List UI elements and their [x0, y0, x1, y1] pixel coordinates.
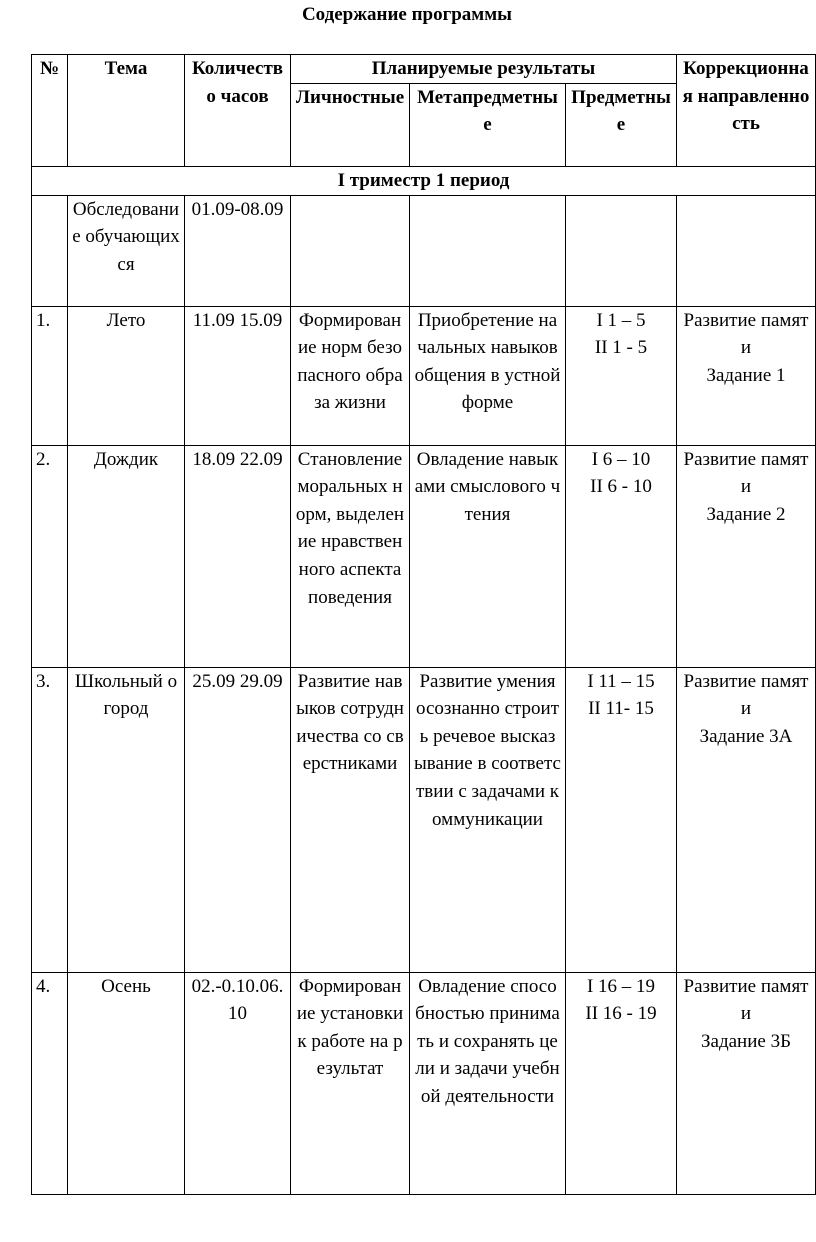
cell-subject [566, 667, 677, 972]
col-header-topic: Тема [68, 55, 185, 167]
cell-topic: Осень [68, 972, 185, 1194]
cell-num: 2. [32, 445, 68, 667]
trimester-label: I триместр 1 период [32, 166, 816, 195]
subject-line: I 11 – 15 [587, 670, 655, 692]
cell-num: 1. [32, 306, 68, 445]
subject-line: II 1 - 5 [594, 337, 648, 359]
table-row [32, 445, 816, 667]
cell-subject [566, 306, 677, 445]
cell-topic: Обследование обучающихся [68, 195, 185, 306]
col-header-correction: Коррекционная направленность [677, 55, 816, 167]
cell-hours: 02.-0.10.06.10 [185, 972, 291, 1194]
cell-subject [566, 972, 677, 1194]
cell-correction [677, 972, 816, 1194]
cell-personal: Развитие навыков сотрудничества со сверстниками [291, 667, 410, 972]
cell-hours: 01.09-08.09 [185, 195, 291, 306]
correction-line: Развитие памяти [683, 448, 809, 498]
cell-meta [410, 195, 566, 306]
subject-line: II 6 - 10 [590, 476, 652, 498]
table-row [32, 306, 816, 445]
table-row [32, 195, 816, 306]
cell-personal: Формирование норм безопасного образа жизни [291, 306, 410, 445]
cell-personal: Становление моральных норм, выделение нравственного аспекта поведения [291, 445, 410, 667]
col-header-subject: Предметные [566, 83, 677, 166]
header-row-1 [32, 55, 816, 84]
col-header-personal: Личностные [291, 83, 410, 166]
col-header-hours: Количество часов [185, 55, 291, 167]
correction-line: Развитие памяти [683, 670, 809, 720]
cell-hours: 25.09 29.09 [185, 667, 291, 972]
subject-line: II 16 - 19 [585, 1003, 657, 1025]
subject-line: II 11- 15 [588, 698, 654, 720]
subject-line: I 6 – 10 [591, 448, 651, 470]
cell-meta: Развитие умения осознанно строить речевое высказывание в соответствии с задачами коммуникации [410, 667, 566, 972]
page-title: Содержание программы [301, 4, 513, 25]
cell-meta: Овладение способностью принимать и сохранять цели и задачи учебной деятельности [410, 972, 566, 1194]
col-header-meta: Метапредметные [410, 83, 566, 166]
cell-meta: Приобретение начальных навыков общения в устной форме [410, 306, 566, 445]
subject-line: I 16 – 19 [586, 975, 656, 997]
cell-topic: Лето [68, 306, 185, 445]
cell-correction [677, 306, 816, 445]
correction-line: Задание 3А [699, 725, 793, 747]
cell-personal: Формирование установки к работе на результат [291, 972, 410, 1194]
cell-personal [291, 195, 410, 306]
trimester-row [32, 166, 816, 195]
cell-num: 4. [32, 972, 68, 1194]
cell-hours: 18.09 22.09 [185, 445, 291, 667]
cell-num [32, 195, 68, 306]
cell-correction [677, 667, 816, 972]
cell-subject [566, 445, 677, 667]
table-row [32, 972, 816, 1194]
cell-num: 3. [32, 667, 68, 972]
correction-line: Задание 3Б [701, 1030, 791, 1052]
cell-correction [677, 445, 816, 667]
cell-hours: 11.09 15.09 [185, 306, 291, 445]
cell-topic: Дождик [68, 445, 185, 667]
cell-correction [677, 195, 816, 306]
col-header-planned: Планируемые результаты [291, 55, 677, 84]
subject-line: I 1 – 5 [596, 309, 646, 331]
correction-line: Задание 1 [706, 364, 786, 386]
table-row [32, 667, 816, 972]
correction-line: Развитие памяти [683, 309, 809, 359]
program-table [31, 54, 816, 1195]
cell-subject [566, 195, 677, 306]
col-header-num: № [32, 55, 68, 167]
correction-line: Задание 2 [706, 503, 786, 525]
cell-meta: Овладение навыками смыслового чтения [410, 445, 566, 667]
cell-topic: Школьный огород [68, 667, 185, 972]
correction-line: Развитие памяти [683, 975, 809, 1025]
